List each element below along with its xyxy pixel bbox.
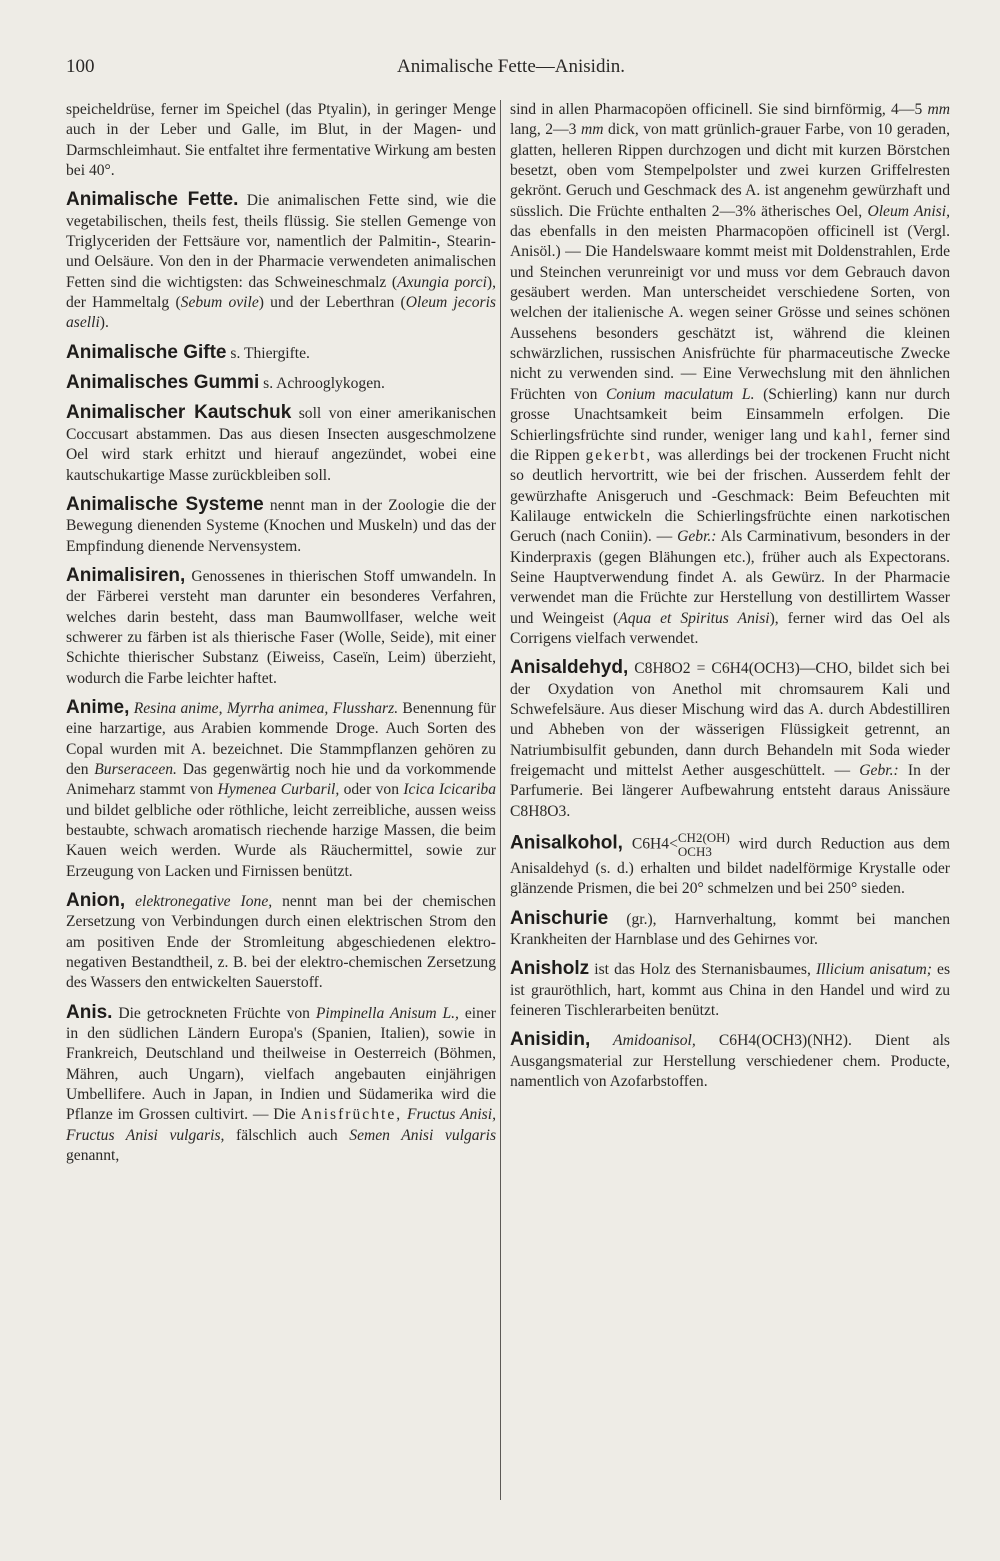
entry-anisholz: Anisholz ist das Holz des Sternanisbaumes, Illicium anisatum; es ist grauröthlich, hart, kommt aus China in den Handel und wird zu feineren Tischlerarbeiten benützt. <box>510 958 951 1020</box>
running-title: Animalische Fette—Anisidin. <box>397 56 625 77</box>
headword: Anion, <box>66 890 126 912</box>
chemical-formula: C8H8O2 = C6H4(OCH3)—CHO, <box>628 660 853 678</box>
entry-continuation: speicheldrüse, ferner im Speichel (das Ptyalin), in geringer Menge auch in der Leber und Galle, im Blut, in der Magen- und Darmschleimhaut. Sie entfaltet ihre fermentative Wirkung am besten bei 40°. <box>66 101 496 180</box>
headword: Animalische Gifte <box>66 341 227 363</box>
entry-anischurie: Anischurie (gr.), Harnverhaltung, kommt bei manchen Krankheiten der Harnblase und des Gehirnes vor. <box>510 907 950 949</box>
entry-anis-continuation: sind in allen Pharmacopöen officinell. Sie sind birnförmig, 4—5 mm lang, 2—3 mm dick, von matt grünlich-grauer Farbe, von 10 geraden, glatten, helleren Rippen durchzogen und dicht mit kurzen Börstchen besetzt, oben vom Stempelpolster und zwei kurzen Griffelresten gekrönt. Geruch und Geschmack des A. ist angenehm gewürzhaft und süsslich. Die Früchte enthalten 2—3% ätherisches Oel, Oleum Anisi, das ebenfalls in den meisten Pharmacopöen officinell ist (Vergl. Anisöl.) — Die Handelswaare kommt meist mit Doldenstrahlen, Erde und Steinchen verunreinigt vor und muss vor dem Gebrauch davon gesäubert werden. Man unterscheidet verschiedene Sorten, von welchen der italienische A. wegen seiner Grösse und seines schönen Aussehens besonders geschätzt ist, während die kleinen schwärzlichen, russischen Anisfrüchte für pharmaceutische Zwecke nicht zu verwenden sind. — Eine Verwechslung mit den ähnlichen Früchten von Conium maculatum L. (Schierling) kann nur durch grosse Unachtsamkeit beim Einsammeln erfolgen. Die Schierlingsfrüchte sind runder, weniger lang und kahl, ferner sind die Rippen gekerbt, was allerdings bei der trockenen Frucht nicht so deutlich hervortritt, wie bei der frischen. Ausserdem fehlt der gewürzhafte Anisgeruch und -Geschmack: Beim Befeuchten mit Kalilauge entwickeln die Schierlingsfrüchte einen narkotischen Geruch (nach Coniin). — Gebr.: Als Carminativum, besonders in der Kinderpraxis (gegen Blähungen etc.), früher auch als Expectorans. Seine Hauptverwendung findet A. als Gewürz. In der Pharmacie verwendet man die Früchte zur Herstellung von destillirtem Wasser und Weingeist (Aqua et Spiritus Anisi), ferner wird das Oel als Corrigens vielfach verwendet. <box>510 101 951 647</box>
entry-animalisches-gummi: Animalisches Gummi s. Achrooglykogen. <box>66 372 385 394</box>
headword: Anime, <box>66 696 130 718</box>
entry-anis: Anis. Die getrockneten Früchte von Pimpinella Anisum L., einer in den südlichen Ländern Europa's (Spanien, Italien), sowie in Frankreich, Deutschland und theilweise in Oesterreich (Böhmen, Mähren, auch Ungarn), vielfach angebauten einjährigen Umbellifere. Auch in Japan, in Indien und Südamerika wird die Pflanze im Grossen cultivirt. — Die Anisfrüchte, Fructus Anisi, Fructus Anisi vulgaris, fälschlich auch Semen Anisi vulgaris genannt, <box>66 1001 497 1165</box>
headword: Animalische Systeme <box>66 493 264 515</box>
entry-animalische-fette: Animalische Fette. Die animalischen Fette sind, wie die vegetabilischen, theils fest, theils flüssig. Sie stellen Gemenge von Triglyceriden der Fettsäure vor, namentlich der Palmitin-, Stearin- und Oelsäure. Von den in der Pharmacie verwendeten animalischen Fetten sind die wichtigsten: das Schweineschmalz (Axungia porci), der Hammeltalg (Sebum ovile) und der Leberthran (Oleum jecoris aselli). <box>66 189 496 332</box>
entry-animalische-systeme: Animalische Systeme nennt man in der Zoologie die der Bewegung dienenden Systeme (Knochen und Muskeln) und das der Empfindung dienende Nervensystem. <box>66 493 496 555</box>
headword: Animalische Fette. <box>66 189 239 211</box>
entry-anisalkohol: Anisalkohol, C6H4< CH2(OH) OCH3 wird durch Reduction aus dem Anisaldehyd (s. d.) erhalten und bildet nadelförmige Krystalle oder glänzende Prismen, die bei 20° schmelzen und bei 250° sieden. <box>510 830 951 898</box>
headword: Animalisches Gummi <box>66 372 260 394</box>
headword: Anis. <box>66 1001 113 1023</box>
column-divider <box>500 100 501 1500</box>
chemical-formula: C6H4(OCH3)(NH2). <box>695 1032 852 1050</box>
headword: Anisalkohol, <box>510 832 623 854</box>
entry-animalische-gifte: Animalische Gifte s. Thiergifte. <box>66 341 310 363</box>
headword: Anisholz <box>510 958 590 980</box>
entry-anisaldehyd: Anisaldehyd, C8H8O2 = C6H4(OCH3)—CHO, bildet sich bei der Oxydation von Anethol mit chromsaurem Kali und Schwefelsäure. Aus dieser Mischung wird das A. durch Abdestilliren und Abheben von der wässerigen Flüssigkeit getrennt, an Natriumbisulfit gebunden, dann durch Behandeln mit Soda wieder freigemacht und mittelst Aether ausgeschüttelt. — Gebr.: In der Parfumerie. Bei längerer Aufbewahrung entsteht daraus Anissäure C8H8O3. <box>510 657 950 820</box>
formula-branch: CH2(OH) OCH3 <box>677 830 730 860</box>
entry-animalischer-kautschuk: Animalischer Kautschuk soll von einer amerikanischen Coccusart abstammen. Das aus diesen Insecten ausgeschmolzene Oel wird stark erhitzt und hierauf angezündet, wobei eine kautschukartige Masse zurückbleiben soll. <box>66 402 497 484</box>
entry-anime: Anime, Resina anime, Myrrha animea, Flussharz. Benennung für eine harzartige, aus Arabien kommende Droge. Auch Sorten des Copal wurden mit A. bezeichnet. Die Stammpflanzen gehören zu den Burseraceen. Das gegenwärtig noch hie und da vorkommende Animeharz stammt von Hymenea Curbaril, oder von Icica Icicariba und bildet gelbliche oder röthliche, leicht zerreibliche, aussen weiss bestaubte, schwach aromatisch riechende harzige Massen, die beim Kauen weich werden. Wurde als Räuchermittel, sowie zur Erzeugung von Lacken und Firnissen benützt. <box>66 696 496 880</box>
headword: Anischurie <box>510 907 609 929</box>
entry-anion: Anion, elektronegative Ione, nennt man bei der chemischen Zersetzung von Verbindungen durch einen elektrischen Strom den am positiven Ende der Stromleitung abgeschiedenen elektro-negativen Bestandtheil, z. B. bei der elektro-chemischen Zersetzung des Wassers den entwickelten Sauerstoff. <box>66 890 496 992</box>
page-header <box>66 56 956 86</box>
headword: Animalischer Kautschuk <box>66 402 292 424</box>
headword: Animalisiren, <box>66 564 186 586</box>
left-column <box>66 100 496 1167</box>
entry-anisidin: Anisidin, Amidoanisol, C6H4(OCH3)(NH2). Dient als Ausgangsmaterial zur Herstellung verschiedener chem. Producte, namentlich von Azofarbstoffen. <box>510 1029 950 1091</box>
headword: Anisaldehyd, <box>510 657 629 679</box>
chemical-formula: C6H4 <box>622 835 670 853</box>
page-number: 100 <box>66 56 95 77</box>
right-column <box>510 100 950 1092</box>
entry-animalisiren: Animalisiren, Genossenes in thierischen Stoff umwandeln. In der Färberei versteht man darunter ein besonderes Verfahren, welches darin besteht, dass man Baumwollfaser, welche weit schwerer zu färben ist als thierische Faser (Wolle, Seide), mit einer Schichte thierischer Substanz (Eiweiss, Caseïn, Leim) überzieht, wodurch die Farbe leichter haftet. <box>66 564 496 687</box>
headword: Anisidin, <box>510 1029 591 1051</box>
